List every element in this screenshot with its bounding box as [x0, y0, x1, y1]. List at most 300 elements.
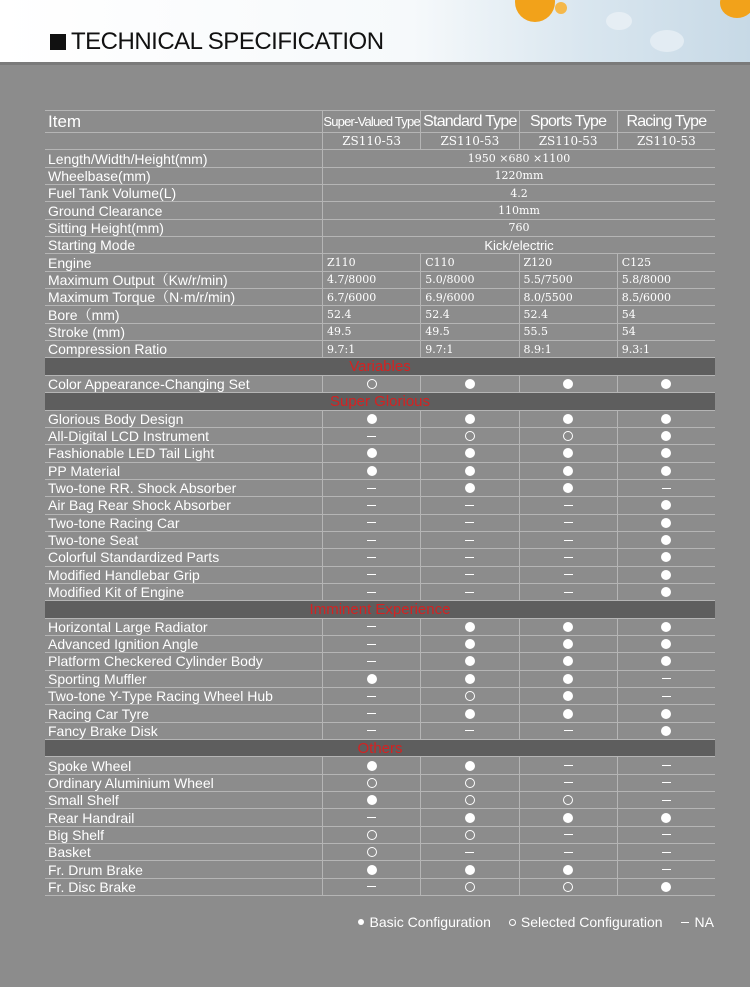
filled-dot-icon: [563, 865, 573, 875]
section-title: Imminent Experience: [309, 600, 451, 618]
feature-row: [45, 688, 715, 705]
feature-cell: [519, 428, 617, 444]
filled-dot-icon: [661, 379, 671, 389]
spec-value: 9.3:1: [617, 341, 715, 357]
filled-dot-icon: [563, 709, 573, 719]
decor-shape: [515, 0, 555, 22]
filled-dot-icon: [563, 414, 573, 424]
feature-label: Modified Handlebar Grip: [48, 566, 200, 583]
filled-dot-icon: [465, 639, 475, 649]
spec-label: Ground Clearance: [48, 202, 163, 219]
filled-dot-icon: [661, 882, 671, 892]
filled-dot-icon: [661, 726, 671, 736]
feature-cell: [519, 705, 617, 721]
spec-label: Sitting Height(mm): [48, 219, 164, 236]
feature-cell: [420, 480, 518, 496]
feature-row: [45, 844, 715, 861]
feature-cell: [322, 549, 420, 565]
feature-cell: [617, 463, 715, 479]
section-header: [45, 740, 715, 757]
spec-row: [45, 237, 715, 254]
dash-icon: [465, 540, 474, 541]
spec-value: 5.8/8000: [617, 272, 715, 288]
feature-cell: [519, 879, 617, 895]
spec-value: 6.7/6000: [322, 289, 420, 305]
spec-row: [45, 324, 715, 341]
feature-cell: [322, 532, 420, 548]
feature-cell: [322, 497, 420, 513]
dash-icon: [564, 852, 573, 853]
feature-label: Sporting Muffler: [48, 670, 147, 687]
filled-dot-icon: [661, 813, 671, 823]
feature-row: [45, 515, 715, 532]
table-body: [45, 150, 715, 896]
feature-row: [45, 480, 715, 497]
filled-dot-icon: [358, 919, 364, 925]
filled-dot-icon: [465, 483, 475, 493]
feature-row: [45, 567, 715, 584]
feature-label: Ordinary Aluminium Wheel: [48, 774, 214, 791]
feature-row: [45, 653, 715, 670]
feature-cell: [617, 619, 715, 635]
dash-icon: [564, 540, 573, 541]
feature-cell: [322, 792, 420, 808]
spec-value: 49.5: [322, 324, 420, 340]
model-cell: ZS110-53: [420, 133, 518, 149]
filled-dot-icon: [563, 674, 573, 684]
section-header: [45, 358, 715, 375]
open-circle-icon: [563, 795, 573, 805]
spec-label: Starting Mode: [48, 237, 136, 254]
feature-cell: [322, 480, 420, 496]
feature-label: PP Material: [48, 462, 121, 479]
title-square-icon: [50, 34, 66, 50]
filled-dot-icon: [563, 639, 573, 649]
feature-cell: [420, 705, 518, 721]
dash-icon: [662, 852, 671, 853]
feature-cell: [322, 705, 420, 721]
feature-cell: [617, 515, 715, 531]
feature-label: Modified Kit of Engine: [48, 584, 185, 601]
feature-label: Color Appearance-Changing Set: [48, 375, 250, 392]
feature-cell: [519, 844, 617, 860]
filled-dot-icon: [563, 656, 573, 666]
dash-icon: [465, 574, 474, 575]
open-circle-icon: [367, 830, 377, 840]
filled-dot-icon: [465, 379, 475, 389]
dash-icon: [367, 522, 376, 523]
dash-icon: [564, 592, 573, 593]
dash-icon: [465, 505, 474, 506]
feature-cell: [519, 411, 617, 427]
feature-label: Fashionable LED Tail Light: [48, 445, 215, 462]
spec-value: 8.0/5500: [519, 289, 617, 305]
feature-cell: [322, 775, 420, 791]
feature-cell: [617, 636, 715, 652]
filled-dot-icon: [661, 552, 671, 562]
filled-dot-icon: [465, 656, 475, 666]
feature-cell: [519, 515, 617, 531]
feature-cell: [420, 688, 518, 704]
filled-dot-icon: [661, 448, 671, 458]
filled-dot-icon: [465, 674, 475, 684]
section-title: Variables: [349, 358, 411, 376]
spec-label: Wheelbase(mm): [48, 167, 151, 184]
spec-value: 54: [617, 324, 715, 340]
spec-table: [45, 110, 715, 896]
feature-label: Two-tone Y-Type Racing Wheel Hub: [48, 688, 273, 705]
feature-cell: [617, 688, 715, 704]
feature-cell: [617, 723, 715, 739]
filled-dot-icon: [661, 709, 671, 719]
spec-value: 4.7/8000: [322, 272, 420, 288]
feature-label: Spoke Wheel: [48, 757, 132, 774]
legend-selected-label: Selected Configuration: [520, 914, 663, 930]
spec-shared-value: 110mm: [322, 202, 715, 218]
legend-na-label: NA: [694, 914, 714, 930]
section-header: [45, 393, 715, 410]
feature-row: [45, 619, 715, 636]
dash-icon: [367, 817, 376, 818]
feature-cell: [617, 861, 715, 877]
feature-label: Fancy Brake Disk: [48, 722, 158, 739]
feature-label: Big Shelf: [48, 826, 105, 843]
legend-basic: [358, 914, 490, 930]
feature-cell: [519, 376, 617, 392]
filled-dot-icon: [661, 500, 671, 510]
feature-cell: [519, 549, 617, 565]
spec-shared-value: 1950 ×680 ×1100: [322, 150, 715, 166]
spec-label: Stroke (mm): [48, 323, 125, 340]
dash-icon: [681, 922, 689, 923]
spec-label: Bore（mm): [48, 306, 120, 323]
feature-row: [45, 775, 715, 792]
feature-label: Horizontal Large Radiator: [48, 618, 208, 635]
item-header: Item: [48, 113, 82, 130]
open-circle-icon: [465, 431, 475, 441]
spec-row: [45, 150, 715, 167]
dash-icon: [367, 557, 376, 558]
spec-value: Z120: [519, 254, 617, 270]
spec-value: 6.9/6000: [420, 289, 518, 305]
feature-label: Small Shelf: [48, 792, 119, 809]
feature-cell: [519, 497, 617, 513]
dash-icon: [564, 782, 573, 783]
feature-row: [45, 584, 715, 601]
spec-label: Fuel Tank Volume(L): [48, 185, 177, 202]
spec-value: 49.5: [420, 324, 518, 340]
spec-value: Z110: [322, 254, 420, 270]
feature-cell: [519, 809, 617, 825]
spec-row: [45, 254, 715, 271]
feature-cell: [420, 792, 518, 808]
feature-cell: [420, 723, 518, 739]
spec-value: 5.5/7500: [519, 272, 617, 288]
feature-label: Colorful Standardized Parts: [48, 549, 220, 566]
feature-cell: [617, 879, 715, 895]
dash-icon: [564, 557, 573, 558]
spec-label: Maximum Output（Kw/r/min): [48, 271, 228, 288]
feature-cell: [617, 549, 715, 565]
filled-dot-icon: [367, 761, 377, 771]
feature-cell: [617, 827, 715, 843]
dash-icon: [367, 661, 376, 662]
spec-value: C110: [420, 254, 518, 270]
feature-cell: [420, 653, 518, 669]
filled-dot-icon: [563, 622, 573, 632]
feature-cell: [519, 792, 617, 808]
dash-icon: [662, 869, 671, 870]
spec-label: Maximum Torque（N·m/r/min): [48, 289, 236, 306]
type-header: Sports Type: [519, 111, 617, 132]
feature-cell: [617, 445, 715, 461]
feature-cell: [322, 879, 420, 895]
legend-basic-label: Basic Configuration: [369, 914, 491, 930]
open-circle-icon: [563, 431, 573, 441]
feature-row: [45, 376, 715, 393]
spec-value: 5.0/8000: [420, 272, 518, 288]
dash-icon: [367, 436, 376, 437]
header-divider: [0, 62, 750, 65]
feature-cell: [322, 619, 420, 635]
feature-row: [45, 497, 715, 514]
feature-cell: [420, 497, 518, 513]
open-circle-icon: [563, 882, 573, 892]
filled-dot-icon: [661, 518, 671, 528]
feature-row: [45, 532, 715, 549]
filled-dot-icon: [367, 466, 377, 476]
open-circle-icon: [465, 691, 475, 701]
filled-dot-icon: [367, 865, 377, 875]
feature-cell: [420, 549, 518, 565]
section-header: [45, 601, 715, 618]
feature-cell: [322, 844, 420, 860]
spec-value: 9.7:1: [420, 341, 518, 357]
feature-cell: [322, 653, 420, 669]
feature-row: [45, 827, 715, 844]
page-title: TECHNICAL SPECIFICATION: [71, 28, 384, 55]
feature-row: [45, 549, 715, 566]
spec-value: 55.5: [519, 324, 617, 340]
filled-dot-icon: [661, 622, 671, 632]
spec-row: [45, 220, 715, 237]
open-circle-icon: [465, 778, 475, 788]
feature-cell: [617, 428, 715, 444]
dash-icon: [662, 782, 671, 783]
filled-dot-icon: [661, 639, 671, 649]
filled-dot-icon: [563, 379, 573, 389]
filled-dot-icon: [367, 795, 377, 805]
feature-cell: [420, 809, 518, 825]
decor-shape: [555, 2, 567, 14]
dash-icon: [662, 696, 671, 697]
feature-cell: [322, 671, 420, 687]
feature-cell: [420, 515, 518, 531]
filled-dot-icon: [563, 466, 573, 476]
filled-dot-icon: [367, 674, 377, 684]
type-header: Racing Type: [617, 111, 715, 132]
feature-cell: [617, 671, 715, 687]
feature-cell: [322, 688, 420, 704]
feature-label: Air Bag Rear Shock Absorber: [48, 497, 231, 514]
open-circle-icon: [367, 847, 377, 857]
spec-row: [45, 306, 715, 323]
feature-label: Platform Checkered Cylinder Body: [48, 653, 263, 670]
feature-row: [45, 861, 715, 878]
feature-cell: [617, 497, 715, 513]
spec-row: [45, 168, 715, 185]
feature-cell: [519, 532, 617, 548]
filled-dot-icon: [465, 709, 475, 719]
feature-cell: [617, 653, 715, 669]
feature-cell: [420, 567, 518, 583]
spec-row: [45, 202, 715, 219]
feature-cell: [617, 844, 715, 860]
dash-icon: [367, 730, 376, 731]
filled-dot-icon: [563, 813, 573, 823]
dash-icon: [465, 522, 474, 523]
filled-dot-icon: [465, 414, 475, 424]
spec-shared-value: 1220mm: [322, 168, 715, 184]
legend-selected: [509, 914, 663, 930]
feature-cell: [322, 757, 420, 773]
open-circle-icon: [465, 830, 475, 840]
feature-label: Fr. Disc Brake: [48, 878, 136, 895]
dash-icon: [564, 834, 573, 835]
feature-cell: [617, 757, 715, 773]
model-cell: ZS110-53: [322, 133, 420, 149]
feature-row: [45, 757, 715, 774]
feature-row: [45, 636, 715, 653]
feature-cell: [617, 792, 715, 808]
feature-row: [45, 428, 715, 445]
feature-cell: [420, 636, 518, 652]
feature-cell: [519, 775, 617, 791]
dash-icon: [367, 626, 376, 627]
dash-icon: [367, 696, 376, 697]
open-circle-icon: [509, 919, 516, 926]
dash-icon: [564, 505, 573, 506]
spec-label: Compression Ratio: [48, 341, 168, 358]
feature-cell: [617, 705, 715, 721]
filled-dot-icon: [563, 483, 573, 493]
feature-cell: [322, 861, 420, 877]
decor-shape: [606, 12, 632, 30]
dash-icon: [367, 540, 376, 541]
dash-icon: [465, 592, 474, 593]
spec-shared-value: 4.2: [322, 185, 715, 201]
feature-row: [45, 411, 715, 428]
spec-row: [45, 341, 715, 358]
feature-cell: [519, 463, 617, 479]
filled-dot-icon: [465, 813, 475, 823]
feature-row: [45, 671, 715, 688]
feature-cell: [519, 636, 617, 652]
feature-cell: [420, 532, 518, 548]
spec-value: 52.4: [322, 306, 420, 322]
feature-cell: [617, 809, 715, 825]
open-circle-icon: [367, 778, 377, 788]
filled-dot-icon: [465, 466, 475, 476]
dash-icon: [367, 644, 376, 645]
feature-row: [45, 705, 715, 722]
open-circle-icon: [367, 379, 377, 389]
dash-icon: [564, 730, 573, 731]
dash-icon: [662, 678, 671, 679]
feature-cell: [322, 809, 420, 825]
spec-value: 52.4: [420, 306, 518, 322]
spec-value: 8.9:1: [519, 341, 617, 357]
feature-cell: [617, 411, 715, 427]
model-row: [45, 133, 715, 150]
feature-cell: [617, 775, 715, 791]
dash-icon: [465, 730, 474, 731]
feature-cell: [519, 723, 617, 739]
feature-cell: [519, 653, 617, 669]
filled-dot-icon: [661, 570, 671, 580]
feature-cell: [322, 463, 420, 479]
feature-cell: [420, 584, 518, 600]
feature-cell: [420, 879, 518, 895]
feature-cell: [617, 532, 715, 548]
feature-cell: [519, 480, 617, 496]
feature-cell: [420, 775, 518, 791]
feature-cell: [519, 567, 617, 583]
spec-value: 52.4: [519, 306, 617, 322]
feature-label: Glorious Body Design: [48, 410, 184, 427]
feature-cell: [420, 376, 518, 392]
dash-icon: [367, 488, 376, 489]
model-cell: ZS110-53: [617, 133, 715, 149]
dash-icon: [465, 852, 474, 853]
feature-cell: [617, 376, 715, 392]
feature-cell: [420, 861, 518, 877]
open-circle-icon: [465, 795, 475, 805]
dash-icon: [564, 574, 573, 575]
feature-label: Rear Handrail: [48, 809, 135, 826]
feature-row: [45, 792, 715, 809]
feature-cell: [617, 567, 715, 583]
filled-dot-icon: [465, 761, 475, 771]
feature-label: Basket: [48, 844, 91, 861]
dash-icon: [662, 800, 671, 801]
feature-cell: [322, 567, 420, 583]
legend: [340, 914, 714, 930]
dash-icon: [367, 574, 376, 575]
filled-dot-icon: [367, 448, 377, 458]
spec-label: Length/Width/Height(mm): [48, 150, 208, 167]
spec-value: 8.5/6000: [617, 289, 715, 305]
section-title: Others: [357, 739, 403, 757]
feature-cell: [420, 671, 518, 687]
decor-shape: [720, 0, 750, 18]
feature-label: Advanced Ignition Angle: [48, 636, 199, 653]
filled-dot-icon: [661, 535, 671, 545]
filled-dot-icon: [661, 466, 671, 476]
feature-cell: [322, 723, 420, 739]
feature-label: Racing Car Tyre: [48, 705, 149, 722]
feature-cell: [322, 411, 420, 427]
decor-shape: [650, 30, 684, 52]
feature-cell: [420, 827, 518, 843]
filled-dot-icon: [563, 448, 573, 458]
feature-cell: [519, 584, 617, 600]
type-header: Standard Type: [420, 111, 518, 132]
feature-cell: [519, 445, 617, 461]
feature-cell: [322, 636, 420, 652]
feature-cell: [519, 619, 617, 635]
spec-row: [45, 289, 715, 306]
